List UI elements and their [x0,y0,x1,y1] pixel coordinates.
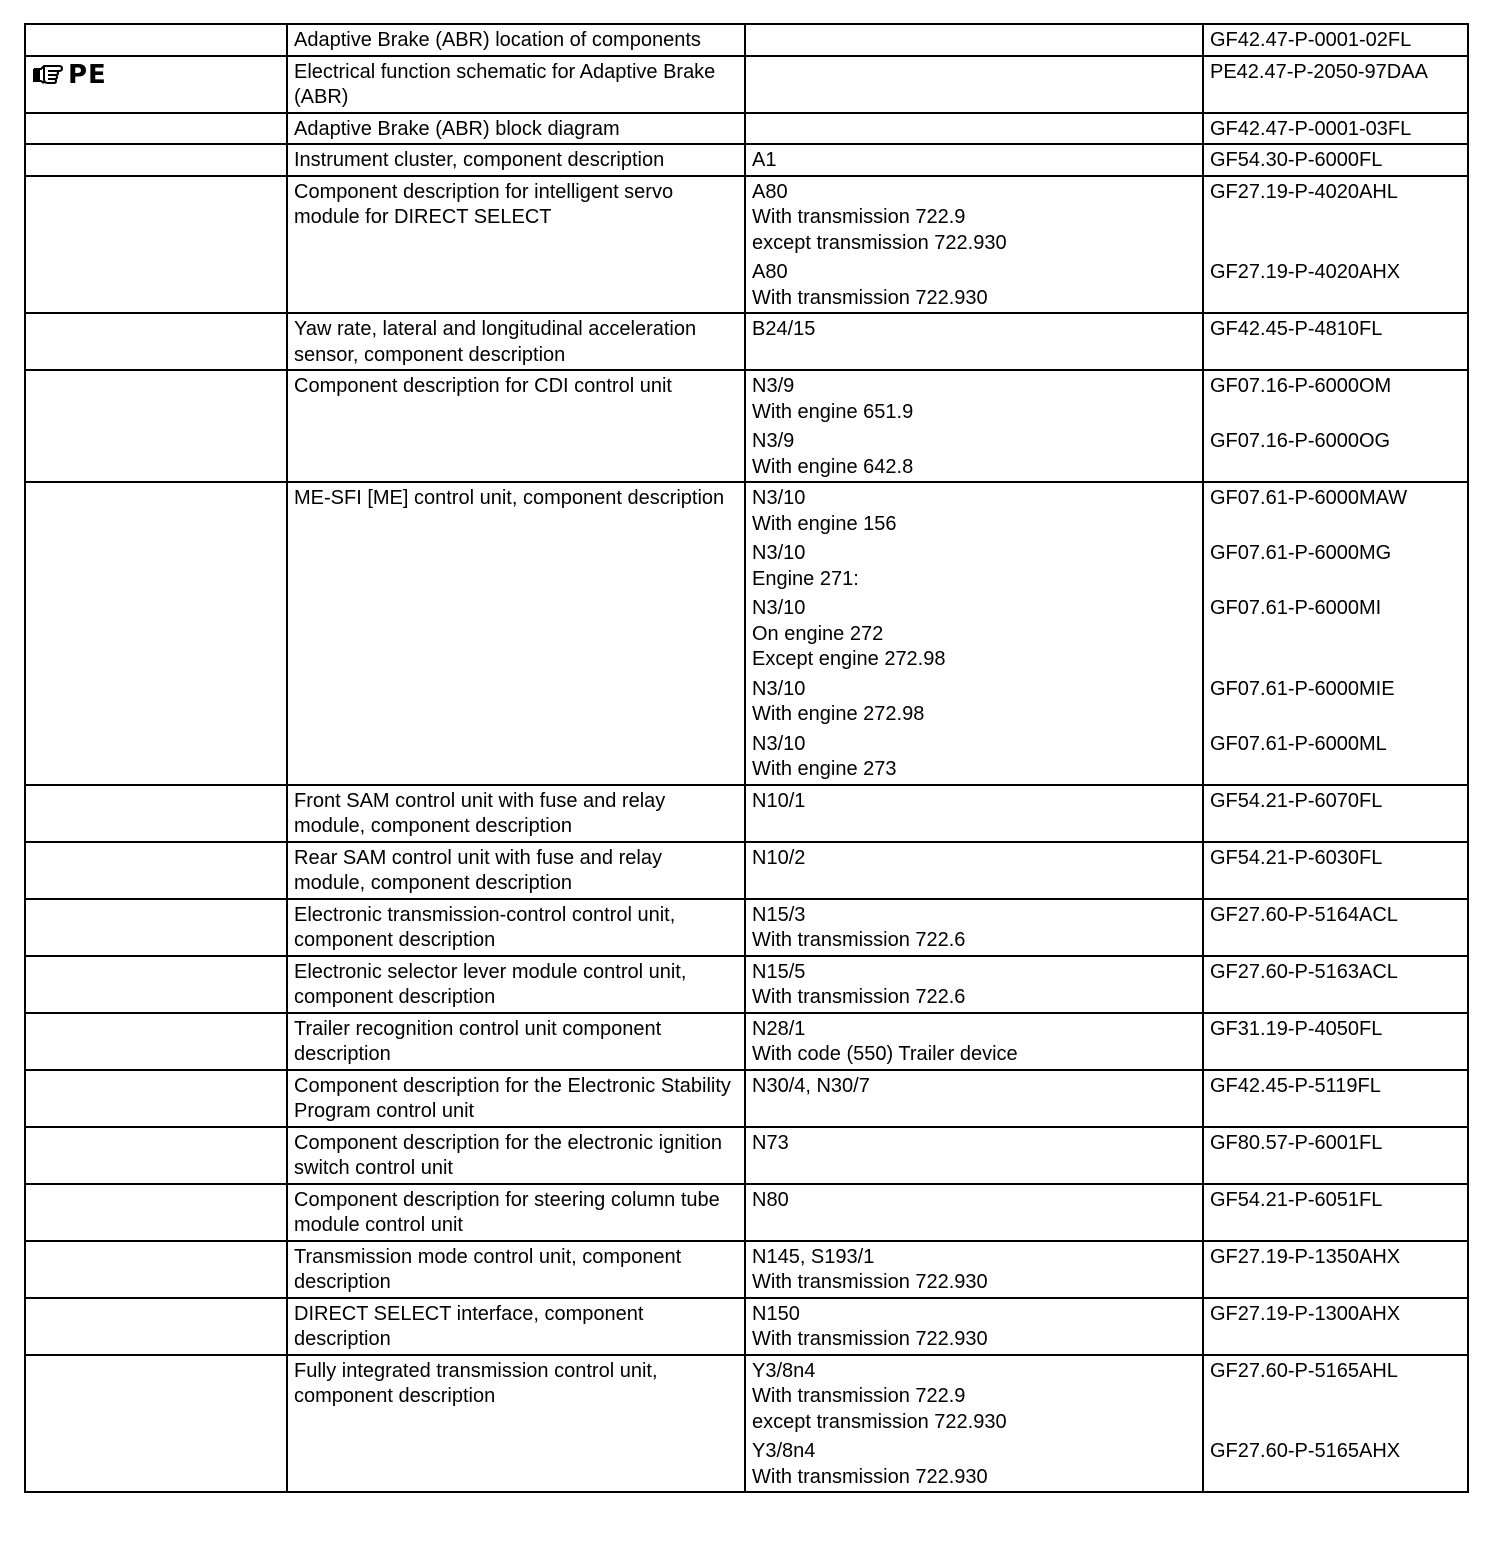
code-line: With transmission 722.9 [752,1385,966,1407]
document-reference-link[interactable]: GF27.19-P-1350AHX [1210,1245,1401,1268]
table-body [25,24,1468,1492]
description-cell: Component description for intelligent servo module for DIRECT SELECT [287,176,745,314]
document-reference-cell [1203,56,1468,113]
spacer [1210,928,1461,954]
marker-cell [25,1070,287,1127]
spacer [1210,647,1461,673]
code-entry [752,148,1196,174]
component-code-cell [745,785,1203,842]
spacer [1210,622,1461,648]
code-line: except transmission 722.930 [752,231,1007,254]
description-cell: Front SAM control unit with fuse and relay module, component description [287,785,745,842]
code-line: With engine 273 [752,758,897,780]
document-reference-link[interactable]: GF07.61-P-6000ML [1210,732,1387,755]
marker-cell [25,113,287,145]
table-row [25,1241,1468,1298]
code-entry [752,1439,1196,1490]
component-code-cell [745,1013,1203,1070]
code-line: N15/3 [752,903,806,926]
document-reference-cell [1203,24,1468,56]
document-reference-cell [1203,842,1468,899]
description-cell: Adaptive Brake (ABR) block diagram [287,113,745,145]
code-entry [752,846,1196,872]
document-reference-cell [1203,785,1468,842]
code-entry [752,1245,1196,1296]
reference-entry [1210,1188,1461,1214]
code-line: Except engine 272.98 [752,648,946,670]
description-cell: Electronic transmission-control control unit, component description [287,899,745,956]
marker-cell [25,1127,287,1184]
document-reference-cell [1203,1070,1468,1127]
document-reference-link[interactable]: GF54.30-P-6000FL [1210,149,1383,171]
reference-entry [1210,260,1461,311]
code-entry [752,1131,1196,1157]
reference-entry [1210,1074,1461,1100]
code-line: N28/1 [752,1017,806,1040]
spacer [1210,567,1461,593]
spacer [1210,1042,1461,1068]
document-reference-link[interactable]: GF80.57-P-6001FL [1210,1131,1383,1154]
component-code-cell [745,482,1203,785]
table-row [25,899,1468,956]
code-entry [752,960,1196,1011]
table-row [25,842,1468,899]
table-row [25,1298,1468,1355]
marker-cell [25,1184,287,1241]
description-cell: Electrical function schematic for Adaptive Brake (ABR) [287,56,745,113]
description-cell: Rear SAM control unit with fuse and relay module, component description [287,842,745,899]
component-code-cell [745,313,1203,370]
description-cell: Transmission mode control unit, component description [287,1241,745,1298]
code-line: A80 [752,180,788,203]
reference-entry [1210,180,1461,257]
table-row [25,144,1468,176]
description-cell: Adaptive Brake (ABR) location of components [287,24,745,56]
spacer [1210,702,1461,728]
code-line: Engine 271: [752,567,859,590]
table-row [25,370,1468,482]
code-line: N10/2 [752,846,806,869]
document-reference-link[interactable]: GF07.16-P-6000OG [1210,430,1391,452]
code-line: With transmission 722.930 [752,286,988,309]
code-line: With transmission 722.930 [752,1328,988,1350]
code-line: N3/10 [752,542,806,564]
code-entry [752,374,1196,425]
table-row [25,313,1468,370]
reference-entry [1210,374,1461,425]
description-cell: Fully integrated transmission control unit, component description [287,1355,745,1493]
marker-cell [25,24,287,56]
table-row [25,956,1468,1013]
reference-entry [1210,1302,1461,1353]
document-reference-cell [1203,1241,1468,1298]
document-reference-link[interactable]: GF07.61-P-6000MAW [1210,487,1408,509]
component-code-cell [745,144,1203,176]
code-entry [752,677,1196,728]
reference-entry [1210,789,1461,815]
code-entry [752,486,1196,537]
marker-cell [25,1298,287,1355]
marker-cell [25,956,287,1013]
component-code-cell [745,899,1203,956]
reference-entry [1210,317,1461,343]
code-line: N30/4, N30/7 [752,1074,870,1097]
table-row [25,113,1468,145]
reference-entry [1210,60,1461,86]
spacer [1210,512,1461,538]
code-entry [752,1074,1196,1100]
code-line: N15/5 [752,960,806,983]
spacer [1210,205,1461,231]
code-entry [752,1302,1196,1353]
code-entry [752,260,1196,311]
code-line: Y3/8n4 [752,1359,816,1382]
code-line: B24/15 [752,318,816,340]
pointing-hand-icon [32,63,64,87]
spacer [1210,985,1461,1011]
component-code-cell [745,113,1203,145]
reference-entry [1210,28,1461,54]
component-reference-table [24,23,1469,1493]
document-reference-cell [1203,899,1468,956]
marker-cell [25,1355,287,1493]
table-row [25,482,1468,785]
reference-entry [1210,117,1461,143]
component-code-cell [745,842,1203,899]
code-entry [752,180,1196,257]
code-line: N3/10 [752,597,806,619]
component-code-cell [745,176,1203,314]
code-entry [752,541,1196,592]
code-entry [752,60,1196,86]
code-line: On engine 272 [752,622,884,645]
document-reference-link[interactable]: GF42.47-P-0001-02FL [1210,29,1412,51]
code-entry [752,429,1196,480]
document-reference-cell [1203,1355,1468,1493]
reference-entry [1210,1245,1461,1296]
document-reference-cell [1203,144,1468,176]
document-reference-cell [1203,113,1468,145]
document-reference-link[interactable]: GF27.60-P-5164ACL [1210,903,1398,926]
document-reference-cell [1203,1298,1468,1355]
document-reference-cell [1203,1127,1468,1184]
spacer [1210,455,1461,481]
code-line: N73 [752,1131,789,1154]
component-code-cell [745,1184,1203,1241]
table-row [25,1013,1468,1070]
table-row [25,56,1468,113]
document-reference-link[interactable]: GF27.60-P-5165AHX [1210,1440,1401,1462]
marker-cell [25,370,287,482]
document-reference-link[interactable]: GF54.21-P-6030FL [1210,846,1383,869]
code-entry [752,596,1196,673]
code-line: With transmission 722.930 [752,1465,988,1488]
marker-cell [25,785,287,842]
code-line: N3/9 [752,375,795,397]
reference-entry [1210,596,1461,673]
reference-entry [1210,732,1461,783]
description-cell: DIRECT SELECT interface, component description [287,1298,745,1355]
document-reference-link[interactable]: GF07.61-P-6000MIE [1210,677,1395,700]
table-row [25,1355,1468,1493]
document-reference-link[interactable]: GF27.19-P-1300AHX [1210,1302,1401,1325]
document-reference-link[interactable]: GF54.21-P-6051FL [1210,1188,1383,1211]
code-line: N3/10 [752,487,806,509]
reference-entry [1210,903,1461,954]
code-line: N3/9 [752,430,795,452]
code-line: N10/1 [752,789,806,812]
description-cell: Electronic selector lever module control unit, component description [287,956,745,1013]
document-reference-link[interactable]: GF07.16-P-6000OM [1210,375,1392,397]
code-line: A80 [752,261,788,283]
reference-entry [1210,541,1461,592]
component-code-cell [745,1298,1203,1355]
document-reference-link[interactable]: GF07.61-P-6000MI [1210,597,1382,619]
code-line: With transmission 722.6 [752,986,966,1008]
component-code-cell [745,956,1203,1013]
reference-entry [1210,846,1461,872]
code-line: N3/10 [752,677,806,700]
table-row [25,24,1468,56]
component-code-cell [745,1070,1203,1127]
reference-entry [1210,148,1461,174]
code-line [752,117,1196,143]
reference-entry [1210,1131,1461,1157]
code-line: Y3/8n4 [752,1440,816,1462]
code-line: With transmission 722.6 [752,929,966,951]
spacer [1210,1384,1461,1410]
code-entry [752,317,1196,343]
table-row [25,1127,1468,1184]
code-line: With engine 651.9 [752,400,914,423]
spacer [1210,231,1461,257]
description-cell: Component description for the Electronic Stability Program control unit [287,1070,745,1127]
spacer [1210,1410,1461,1436]
document-reference-cell [1203,313,1468,370]
code-line: With transmission 722.930 [752,1271,988,1293]
reference-entry [1210,1359,1461,1436]
document-reference-link[interactable]: GF31.19-P-4050FL [1210,1017,1383,1040]
table-row [25,1070,1468,1127]
description-cell: Component description for steering column tube module control unit [287,1184,745,1241]
spacer [1210,1270,1461,1296]
component-code-cell [745,56,1203,113]
table-row [25,785,1468,842]
marker-cell [25,1013,287,1070]
document-reference-link[interactable]: GF42.47-P-0001-03FL [1210,117,1412,140]
pe-label: PE [68,59,107,90]
code-entry [752,28,1196,54]
reference-entry [1210,677,1461,728]
marker-cell [25,176,287,314]
code-entry [752,1188,1196,1214]
spacer [1210,400,1461,426]
component-code-cell [745,1241,1203,1298]
code-line: N3/10 [752,732,806,755]
marker-cell [25,144,287,176]
marker-cell [25,56,287,113]
description-cell: Component description for CDI control unit [287,370,745,482]
code-entry [752,117,1196,143]
spacer [1210,286,1461,312]
component-code-cell [745,1127,1203,1184]
code-line: except transmission 722.930 [752,1410,1007,1433]
reference-entry [1210,486,1461,537]
component-code-cell [745,1355,1203,1493]
document-reference-link[interactable]: GF27.60-P-5165AHL [1210,1359,1398,1382]
code-line: N150 [752,1302,800,1325]
marker-cell [25,313,287,370]
document-reference-cell [1203,176,1468,314]
document-reference-link[interactable]: GF27.19-P-4020AHX [1210,261,1401,283]
code-line: N145, S193/1 [752,1245,875,1268]
spacer [1210,1465,1461,1491]
code-entry [752,1359,1196,1436]
document-reference-link[interactable]: PE42.47-P-2050-97DAA [1210,60,1428,83]
description-cell: Trailer recognition control unit component description [287,1013,745,1070]
reference-entry [1210,960,1461,1011]
code-line: With code (550) Trailer device [752,1043,1018,1065]
marker-cell [25,1241,287,1298]
table-row [25,176,1468,314]
description-cell: ME-SFI [ME] control unit, component description [287,482,745,785]
description-cell: Instrument cluster, component description [287,144,745,176]
document-reference-link[interactable]: GF42.45-P-5119FL [1210,1074,1381,1097]
code-entry [752,903,1196,954]
code-entry [752,789,1196,815]
document-reference-link[interactable]: GF42.45-P-4810FL [1210,318,1383,340]
document-reference-cell [1203,1184,1468,1241]
code-line [752,28,1196,54]
code-line: With engine 642.8 [752,455,914,478]
code-entry [752,1017,1196,1068]
reference-entry [1210,1439,1461,1490]
document-reference-cell [1203,370,1468,482]
document-reference-link[interactable]: GF27.60-P-5163ACL [1210,960,1398,983]
reference-entry [1210,429,1461,480]
marker-cell [25,899,287,956]
document-reference-link[interactable]: GF27.19-P-4020AHL [1210,180,1398,203]
code-line [752,60,1196,86]
spacer [1210,757,1461,783]
component-code-cell [745,370,1203,482]
marker-cell [25,842,287,899]
code-line: N80 [752,1188,789,1211]
pe-marker[interactable] [32,59,280,90]
description-cell: Component description for the electronic ignition switch control unit [287,1127,745,1184]
document-reference-link[interactable]: GF07.61-P-6000MG [1210,542,1392,564]
document-reference-cell [1203,956,1468,1013]
document-reference-cell [1203,1013,1468,1070]
document-reference-link[interactable]: GF54.21-P-6070FL [1210,789,1383,812]
description-cell: Yaw rate, lateral and longitudinal acceleration sensor, component description [287,313,745,370]
table-row [25,1184,1468,1241]
code-entry [752,732,1196,783]
code-line: A1 [752,149,777,171]
document-reference-cell [1203,482,1468,785]
code-line: With engine 156 [752,512,897,535]
marker-cell [25,482,287,785]
spacer [1210,1327,1461,1353]
code-line: With engine 272.98 [752,703,925,725]
component-code-cell [745,24,1203,56]
reference-entry [1210,1017,1461,1068]
code-line: With transmission 722.9 [752,206,966,228]
